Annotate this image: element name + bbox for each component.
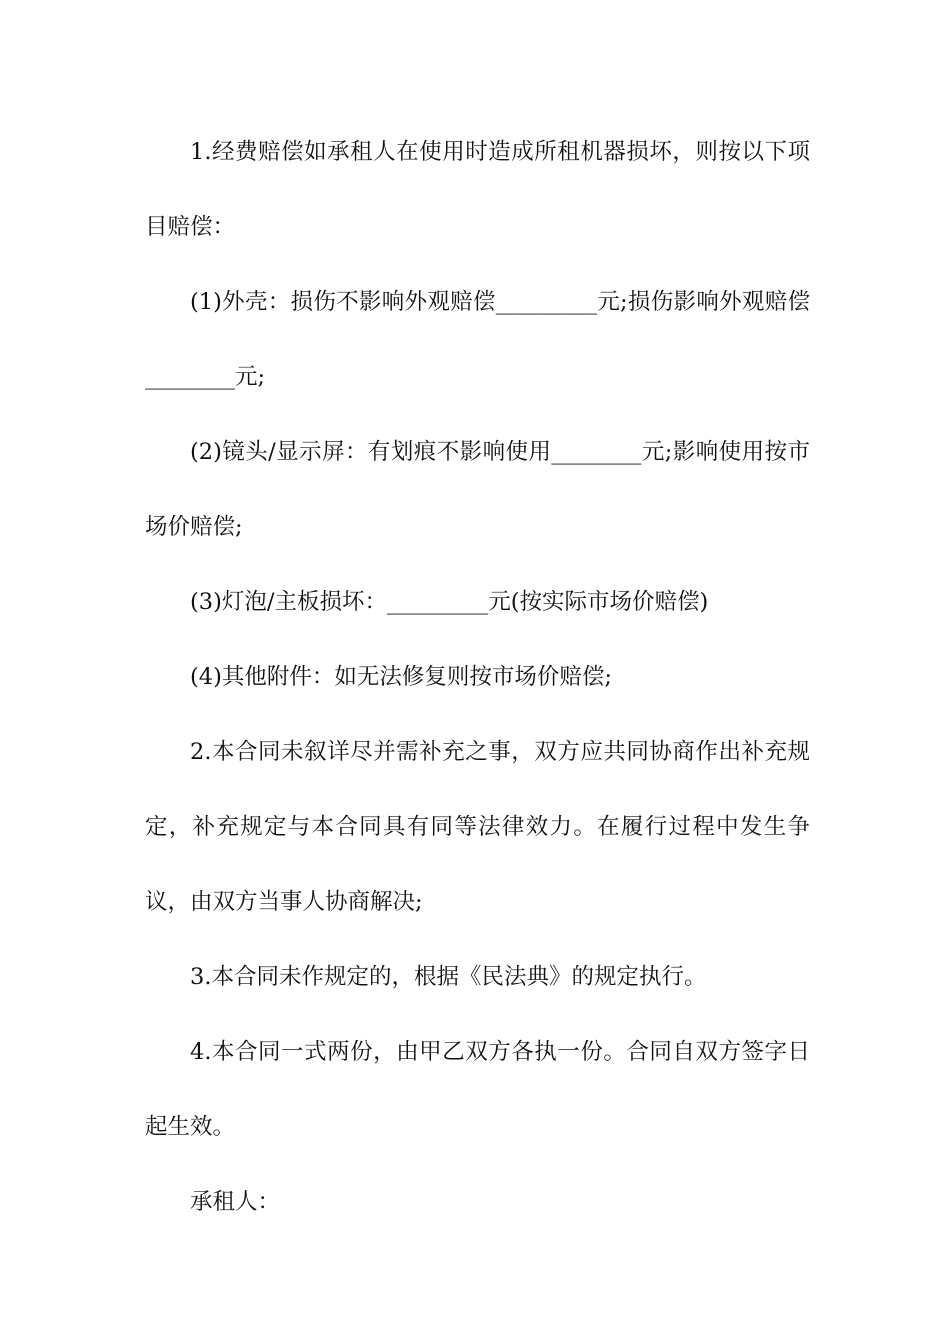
clause-1-compensation: 1.经费赔偿如承租人在使用时造成所租机器损坏，则按以下项目赔偿： xyxy=(145,139,810,240)
lessee-signature-label: 承租人： xyxy=(190,1189,281,1215)
item-2-lens-display: (2)镜头/显示屏：有划痕不影响使用________元;影响使用按市场价赔偿; xyxy=(145,439,810,540)
clause-3-civil-code: 3.本合同未作规定的，根据《民法典》的规定执行。 xyxy=(190,964,707,990)
item-1-casing: (1)外壳：损伤不影响外观赔偿_________元;损伤影响外观赔偿________元; xyxy=(145,289,810,390)
item-4-other-accessories: (4)其他附件：如无法修复则按市场价赔偿; xyxy=(190,664,612,690)
item-3-bulb-motherboard: (3)灯泡/主板损坏：_________元(按实际市场价赔偿) xyxy=(190,589,709,615)
clause-4-copies: 4.本合同一式两份，由甲乙双方各执一份。合同自双方签字日起生效。 xyxy=(145,1039,810,1140)
clause-2-supplement: 2.本合同未叙详尽并需补充之事，双方应共同协商作出补充规定，补充规定与本合同具有同等法律效力。在履行过程中发生争议，由双方当事人协商解决; xyxy=(145,739,810,915)
